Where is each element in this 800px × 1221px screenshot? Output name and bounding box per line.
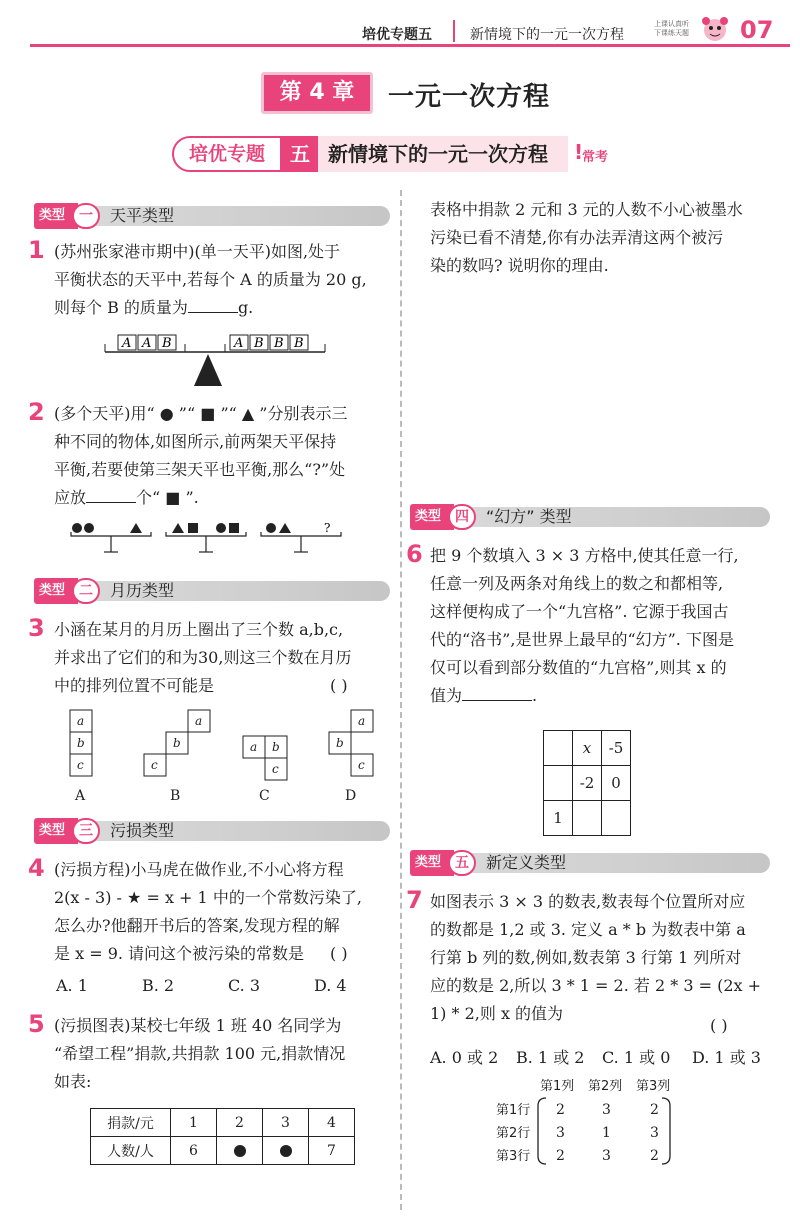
answer-blank[interactable]: [188, 297, 238, 313]
table-cell: 3: [263, 1109, 309, 1137]
section-bar: [34, 203, 390, 229]
topic-title: 新情境下的一元一次方程: [318, 136, 568, 172]
section-tag: 类型: [34, 203, 78, 229]
problem-number: 7: [406, 886, 423, 914]
block-label: B: [294, 336, 304, 351]
problem-number: 1: [28, 236, 45, 264]
grid-cell: -2: [573, 766, 602, 801]
block-label: A: [142, 336, 152, 351]
block-label: B: [162, 336, 172, 351]
svg-text:第2行: 第2行: [496, 1126, 531, 1141]
section-bar: 类型 二 月历类型: [34, 578, 390, 604]
grid-cell: [602, 801, 631, 836]
problem-3-text: 小涵在某月的月历上圈出了三个数 a,b,c, 并求出了它们的和为30,则这三个数在月历 中的排列位置不可能是: [54, 620, 352, 695]
option-label: D: [345, 788, 357, 804]
three-balances-figure: [66, 520, 366, 560]
choice[interactable]: B. 2: [142, 976, 175, 995]
number-matrix-figure: [494, 1074, 694, 1172]
svg-text:第1行: 第1行: [496, 1103, 531, 1118]
problem-number: 2: [28, 398, 45, 426]
ink-blot-cell: [263, 1137, 309, 1165]
section-bar: 类型 三 污损类型: [34, 818, 390, 844]
column-divider: [400, 190, 402, 1210]
grid-cell: [544, 731, 573, 766]
problem-number: 3: [28, 614, 45, 642]
table-row: [544, 766, 631, 801]
table-row: [544, 801, 631, 836]
header-slogan: 上课认真听 下课练天题: [654, 20, 689, 37]
svg-text:a: a: [250, 740, 258, 754]
problem-5-continued: 表格中捐款 2 元和 3 元的人数不小心被墨水 污染已看不清楚,你有办法弄清这两个被污 染的数吗? 说明你的理由.: [430, 200, 743, 275]
svg-text:c: c: [151, 758, 158, 772]
svg-text:1: 1: [602, 1125, 611, 1141]
calendar-options-figure: [60, 706, 390, 806]
topic-label: 培优专题: [172, 136, 282, 172]
svg-text:第3列: 第3列: [636, 1079, 671, 1094]
svg-text:2: 2: [650, 1102, 659, 1118]
header-topic-title: 新情境下的一元一次方程: [470, 27, 624, 43]
choice[interactable]: C. 1 或 0: [602, 1048, 671, 1067]
header-separator: [453, 20, 455, 42]
balance-figure: [100, 330, 330, 390]
problem-number: 4: [28, 854, 45, 882]
svg-text:3: 3: [650, 1125, 659, 1141]
section-bar: 类型 五 新定义类型: [410, 850, 770, 876]
table-row: [544, 731, 631, 766]
svg-text:第3行: 第3行: [496, 1149, 531, 1164]
svg-text:3: 3: [556, 1125, 565, 1141]
svg-text:c: c: [272, 762, 279, 776]
grid-cell: 0: [602, 766, 631, 801]
problem-6-text: 把 9 个数填入 3 × 3 方格中,使其任意一行, 任意一列及两条对角线上的数之和都相等, 这样便构成了一个“九宫格”. 它源于我国古 代的“洛书”,是世界上最早的“幻方”. 下图是 仅可以看到部分数值的“九宫格”,则其 x 的 值为 .: [430, 546, 739, 705]
svg-text:b: b: [77, 736, 85, 750]
answer-paren[interactable]: ( ): [330, 676, 348, 695]
svg-text:b: b: [272, 740, 280, 754]
choice[interactable]: B. 1 或 2: [516, 1048, 585, 1067]
table-cell: 2: [217, 1109, 263, 1137]
svg-text:a: a: [77, 714, 85, 728]
svg-text:c: c: [358, 758, 365, 772]
answer-paren[interactable]: ( ): [330, 944, 348, 963]
svg-text:2: 2: [556, 1102, 565, 1118]
grid-cell: [573, 801, 602, 836]
table-cell: 6: [171, 1137, 217, 1165]
header-rule: [30, 44, 790, 47]
ink-blot-cell: [217, 1137, 263, 1165]
frequency-badge: 常考: [582, 150, 609, 165]
table-cell: 4: [309, 1109, 355, 1137]
problem-number: 6: [406, 540, 423, 568]
topic-banner: [172, 136, 592, 172]
block-label: A: [234, 336, 244, 351]
table-header: 捐款/元: [91, 1109, 171, 1137]
grid-cell: -5: [602, 731, 631, 766]
topic-number: 五: [282, 136, 318, 172]
grid-cell: x: [573, 731, 602, 766]
choice[interactable]: C. 3: [228, 976, 261, 995]
svg-text:3: 3: [602, 1148, 611, 1164]
section-bar: 类型 四 “幻方” 类型: [410, 504, 770, 530]
problem-5-text: (污损图表)某校七年级 1 班 40 名同学为 “希望工程”捐款,共捐款 100 元,捐款情况 如表:: [54, 1016, 346, 1091]
header-topic-label: 培优专题五: [362, 27, 432, 43]
problem-number: 5: [28, 1010, 45, 1038]
chapter-title: 一元一次方程: [388, 82, 551, 112]
page-header: [0, 0, 800, 52]
svg-text:2: 2: [650, 1148, 659, 1164]
svg-text:a: a: [358, 714, 366, 728]
option-label: C: [259, 788, 270, 804]
block-label: B: [254, 336, 264, 351]
option-label: B: [170, 788, 181, 804]
svg-text:b: b: [173, 736, 181, 750]
question-mark: ?: [324, 521, 331, 535]
svg-text:第2列: 第2列: [588, 1079, 623, 1094]
section-number: 一: [72, 203, 100, 229]
grid-cell: [544, 766, 573, 801]
problem-4-text: (污损方程)小马虎在做作业,不小心将方程 2(x - 3) - ★ = x + 1 中的一个常数污染了, 怎么办?他翻开书后的答案,发现方程的解 是 x = 9. 请问这个被污染的常数是: [54, 860, 362, 963]
table-row: [91, 1109, 355, 1137]
problem-7-text: 如图表示 3 × 3 的数表,数表每个位置所对应 的数都是 1,2 或 3. 定义 a * b 为数表中第 a 行第 b 列的数,例如,数表第 3 行第 1 列所对 应的数是 2,所以 3 * 1 = 2. 若 2 * 3 = (2x + 1) * 2,则 x 的值为: [430, 892, 762, 1023]
mascot-icon: [700, 14, 730, 44]
problem-1-text: (苏州张家港市期中)(单一天平)如图,处于 平衡状态的天平中,若每个 A 的质量为 20 g, 则每个 B 的质量为 g.: [54, 242, 367, 317]
svg-text:a: a: [195, 714, 203, 728]
svg-text:3: 3: [602, 1102, 611, 1118]
donation-table: [90, 1108, 355, 1165]
table-cell: 1: [171, 1109, 217, 1137]
answer-blank[interactable]: [86, 487, 136, 503]
choice[interactable]: D. 1 或 3: [692, 1048, 761, 1067]
option-label: A: [75, 788, 86, 804]
ink-blot-icon: [280, 1145, 292, 1157]
section-title: 天平类型: [110, 206, 175, 225]
block-label: B: [274, 336, 284, 351]
grid-cell: 1: [544, 801, 573, 836]
answer-paren[interactable]: ( ): [710, 1016, 728, 1035]
svg-text:2: 2: [556, 1148, 565, 1164]
table-row: [91, 1137, 355, 1165]
svg-text:b: b: [336, 736, 344, 750]
svg-text:c: c: [77, 758, 84, 772]
exclamation-icon: !: [574, 140, 584, 164]
block-label: A: [122, 336, 132, 351]
ink-blot-icon: [234, 1145, 246, 1157]
problem-2-text: (多个天平)用“ ● ”“ ■ ”“ ▲ ”分别表示三 种不同的物体,如图所示,前两架天平保持 平衡,若要使第三架天平也平衡,那么“?”处 应放 个“ ■ ”.: [54, 404, 348, 507]
page-number: 07: [740, 16, 774, 44]
choice[interactable]: A. 1: [56, 976, 88, 995]
answer-blank[interactable]: [462, 685, 532, 701]
table-cell: 7: [309, 1137, 355, 1165]
choice[interactable]: D. 4: [314, 976, 347, 995]
svg-text:第1列: 第1列: [540, 1079, 575, 1094]
chapter-label: 第 4 章: [261, 72, 373, 114]
magic-square: [543, 730, 631, 836]
choice[interactable]: A. 0 或 2: [430, 1048, 499, 1067]
table-header: 人数/人: [91, 1137, 171, 1165]
